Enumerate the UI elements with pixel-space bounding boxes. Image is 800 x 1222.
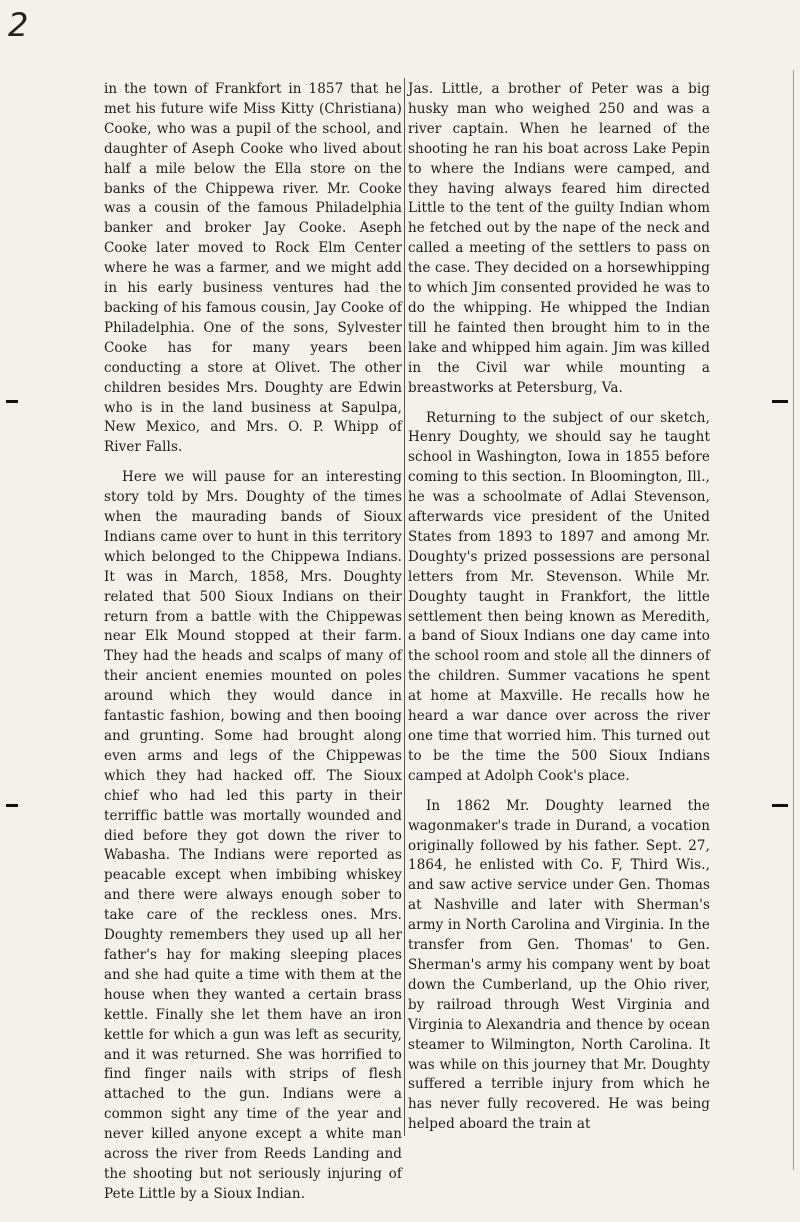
column-divider xyxy=(404,78,405,1136)
margin-mark-right xyxy=(772,804,788,807)
right-column xyxy=(408,80,710,1135)
paragraph: Jas. Little, a brother of Peter was a big husky man who weighed 250 and was a river captain. When he learned of the shooting he ran his boat across Lake Pepin to where the Indians were camped, and they having always feared him directed Little to the tent of the guilty Indian whom he fetched out by the nape of the neck and called a meeting of the settlers to pass on the case. They decided on a horsewhipping to which Jim consented provided he was to do the whipping. He whipped the Indian till he fainted then brought him to in the lake and whipped him again. Jim was killed in the Civil war while mounting a breastworks at Petersburg, Va. xyxy=(408,81,710,396)
paragraph: Returning to the subject of our sketch, Henry Doughty, we should say he taught school in Washington, Iowa in 1855 before coming to this section. In Bloomington, Ill., he was a schoolmate of Adlai Stevenson, afterwards vice president of the United States from 1893 to 1897 and among Mr. Doughty's prized possessions are personal letters from Mr. Stevenson. While Mr. Doughty taught in Frankfort, the little settlement then being known as Meredith, a band of Sioux Indians one day came into the school room and stole all the dinners of the children. Summer vacations he spent at home at Maxville. He recalls how he heard a war dance over across the river one time that worried him. This turned out to be the time the 500 Sioux Indians camped at Adolph Cook's place. xyxy=(408,409,710,784)
left-column xyxy=(104,80,402,1205)
margin-mark-left xyxy=(6,804,18,807)
paragraph: In 1862 Mr. Doughty learned the wagonmaker's trade in Durand, a vocation originally followed by his father. Sept. 27, 1864, he enlisted with Co. F, Third Wis., and saw active service under Gen. Thomas at Nashville and later with Sherman's army in North Carolina and Virginia. In the transfer from Gen. Thomas' to Gen. Sherman's army his company went by boat down the Cumberland, up the Ohio river, by railroad through West Virginia and Virginia to Alexandria and thence by ocean steamer to Wilmington, North Carolina. It was while on this journey that Mr. Doughty suffered a terrible injury from which he has never fully recovered. He was being helped aboard the train at xyxy=(408,797,710,1133)
margin-mark-right xyxy=(772,400,788,403)
paragraph: Here we will pause for an interesting story told by Mrs. Doughty of the times when the maurading bands of Sioux Indians came over to hunt in this territory which belonged to the Chippewa Indians. It was in March, 1858, Mrs. Doughty related that 500 Sioux Indians on their return from a battle with the Chippewas near Elk Mound stopped at their farm. They had the heads and scalps of many of their ancient enemies mounted on poles around which they would dance in fantastic fashion, bowing and then booing and grunting. Some had brought along even arms and legs of the Chippewas which they had hacked off. The Sioux chief who had led this party in their terriffic battle was mortally wounded and died before they got down the river to Wabasha. The Indians were reported as peacable except when imbibing whiskey and there were always enough sober to take care of the reckless ones. Mrs. Doughty remembers they used up all her father's hay for making sleeping places and she had quite a time with them at the house when they wanted a certain brass kettle. Finally she let them have an iron kettle for which a gun was left as security, and it was returned. She was horrified to find finger nails with strips of flesh attached to the gun. Indians were a common sight any time of the year and never killed anyone except a white man across the river from Reeds Landing and the shooting but not seriously injuring of Pete Little by a Sioux Indian. xyxy=(104,469,402,1202)
page-number: 2 xyxy=(8,6,29,44)
margin-mark-left xyxy=(6,400,18,403)
page-edge xyxy=(793,70,794,1170)
paragraph: in the town of Frankfort in 1857 that he met his future wife Miss Kitty (Christiana) Cooke, who was a pupil of the school, and daughter of Aseph Cooke who lived about half a mile below the Ella store on the banks of the Chippewa river. Mr. Cooke was a cousin of the famous Philadelphia banker and broker Jay Cooke. Aseph Cooke later moved to Rock Elm Center where he was a farmer, and we might add in his early business ventures had the backing of his famous cousin, Jay Cooke of Philadelphia. One of the sons, Sylvester Cooke has for many years been conducting a store at Olivet. The other children besides Mrs. Doughty are Edwin who is in the land business at Sapulpa, New Mexico, and Mrs. O. P. Whipp of River Falls. xyxy=(104,81,402,456)
